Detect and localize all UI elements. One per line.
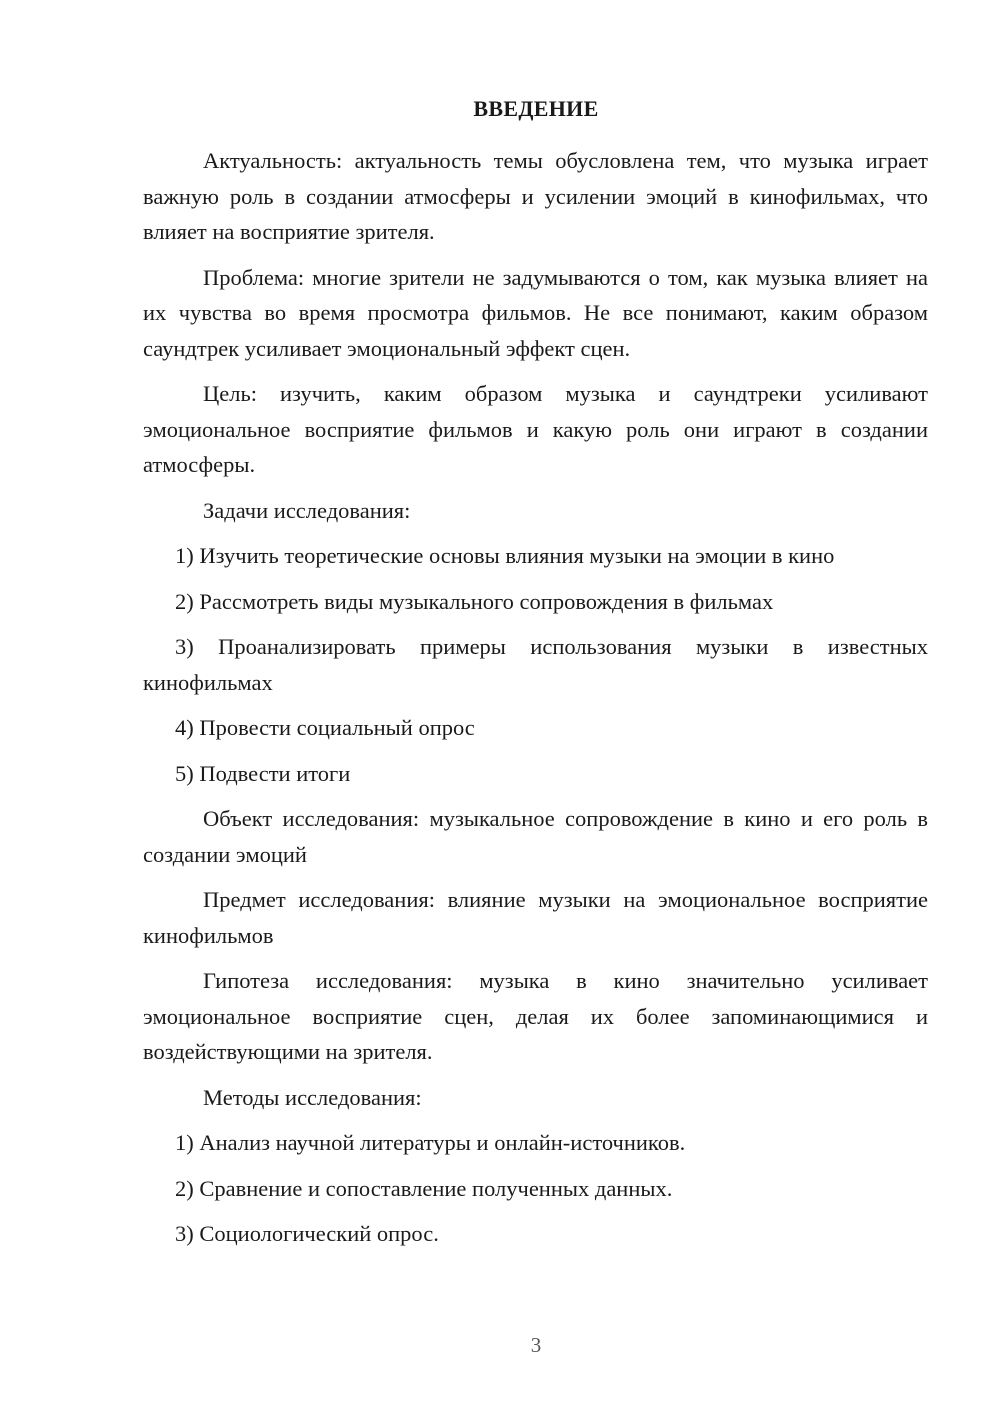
page-number: 3 <box>530 1333 542 1357</box>
object-paragraph: Объект исследования: музыкальное сопровождение в кино и его роль в создании эмоций <box>143 806 928 867</box>
method-item-3: 3) Социологический опрос. <box>175 1221 439 1246</box>
tasks-heading: Задачи исследования: <box>203 497 411 523</box>
method-item-1: 1) Анализ научной литературы и онлайн-источников. <box>175 1130 686 1155</box>
subject-paragraph: Предмет исследования: влияние музыки на эмоциональное восприятие кинофильмов <box>143 887 928 948</box>
task-item-2: 2) Рассмотреть виды музыкального сопровождения в фильмах <box>175 588 774 614</box>
task-item-4: 4) Провести социальный опрос <box>175 715 475 740</box>
goal-paragraph: Цель: изучить, каким образом музыка и саундтреки усиливают эмоциональное восприятие фильмов и какую роль они играют в создании атмосферы. <box>143 381 928 477</box>
method-item-2: 2) Сравнение и сопоставление полученных данных. <box>175 1175 673 1201</box>
page-title: ВВЕДЕНИЕ <box>473 96 599 121</box>
task-item-1: 1) Изучить теоретические основы влияния музыки на эмоции в кино <box>175 543 835 568</box>
relevance-paragraph: Актуальность: актуальность темы обусловлена тем, что музыка играет важную роль в создании атмосферы и усилении эмоций в кинофильмах, что влияет на восприятие зрителя. <box>143 148 928 244</box>
hypothesis-paragraph: Гипотеза исследования: музыка в кино значительно усиливает эмоциональное восприятие сцен, делая их более запоминающимися и воздействующими на зрителя. <box>143 968 928 1064</box>
document-body <box>143 143 928 1262</box>
task-item-3: 3) Проанализировать примеры использования музыки в известных кинофильмах <box>143 634 928 695</box>
methods-heading: Методы исследования: <box>203 1084 422 1110</box>
problem-paragraph: Проблема: многие зрители не задумываются о том, как музыка влияет на их чувства во время просмотра фильмов. Не все понимают, каким образом саундтрек усиливает эмоциональный эффект сцен. <box>143 264 928 361</box>
task-item-5: 5) Подвести итоги <box>175 760 351 786</box>
